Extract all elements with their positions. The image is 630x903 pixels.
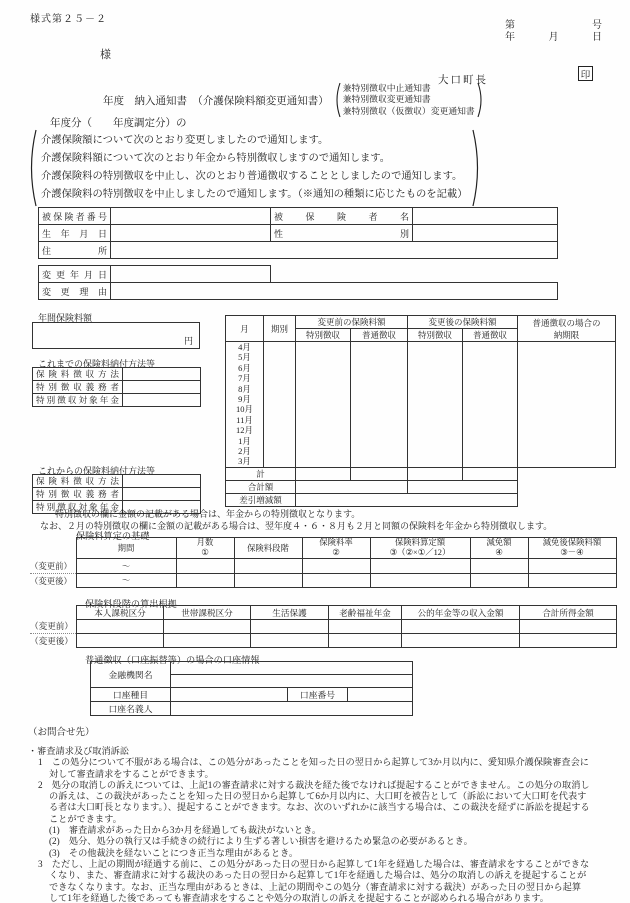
doc-no-prefix: 第	[505, 20, 515, 31]
due-date-column	[518, 342, 616, 468]
period-after-value: 〜	[76, 573, 176, 588]
sex-label: 性別	[271, 225, 413, 242]
special-collection-header: 特別徴収	[296, 329, 351, 342]
household-tax-header: 世帯課税区分	[163, 606, 250, 620]
table-row	[33, 475, 201, 488]
row-label-before: （変更前）	[30, 561, 72, 571]
sum-row	[226, 480, 616, 493]
note-special-collection: 特別徴収の欄に金額の記載がある場合は、年金からの特別徴収となります。	[55, 509, 361, 519]
notice-sentence: 介護保険料の特別徴収を中止し、次のとおり普通徴収することとしましたので通知します。	[41, 171, 463, 182]
date-day-label: 日	[592, 32, 602, 43]
total-income-header: 合計所得金額	[519, 606, 616, 620]
left-paren-icon	[333, 82, 341, 118]
calc-amount-header-line2: ③（②×①／12）	[389, 548, 451, 557]
change-reason-value	[111, 283, 558, 300]
bank-name-value-line2	[171, 675, 413, 688]
stage-header: 保険料段階	[234, 538, 302, 559]
before-ordinary-column	[351, 342, 408, 468]
obligor-value	[123, 488, 201, 501]
target-pension-label: 特別徴収対象年金	[33, 394, 123, 407]
collection-method-value	[123, 368, 201, 381]
welfare-after-value	[250, 634, 328, 648]
before-change-row	[30, 620, 616, 634]
form-number: 様式第２５－２	[30, 14, 107, 25]
rate-after-value	[302, 573, 370, 588]
table-row	[33, 368, 201, 381]
left-paren-icon	[26, 129, 37, 207]
months-before-value	[176, 559, 234, 574]
contact-label: （お問合せ先）	[28, 728, 95, 738]
calc-basis-title: 保険料算定の基礎	[76, 531, 150, 541]
pension-income-before-value	[401, 620, 519, 634]
after-reduction-header	[528, 538, 616, 559]
total-income-before-value	[519, 620, 616, 634]
total-row	[226, 467, 616, 480]
insured-number-label: 被保険者番号	[39, 208, 111, 225]
old-age-pension-after-value	[328, 634, 401, 648]
table-row	[39, 208, 558, 225]
bank-name-value-line1	[171, 662, 413, 675]
table-row	[33, 381, 201, 394]
ordinary-collection-header: 普通徴収	[351, 329, 408, 342]
table-header-row	[226, 316, 616, 329]
after-reduction-header-line1: 減免後保険料額	[542, 538, 602, 547]
birth-date-label: 生年月日	[39, 225, 111, 242]
month-item: 8月	[238, 383, 251, 394]
rate-before-value	[302, 559, 370, 574]
legal-subitem-1: (1) 審査請求があった日から3か月を経過しても裁決がないとき。	[49, 825, 322, 836]
period-before-value: 〜	[76, 559, 176, 574]
address-label: 住所	[39, 242, 111, 259]
document-title-row	[103, 82, 485, 118]
title-variant-group	[333, 82, 485, 118]
months-after-value	[176, 573, 234, 588]
pension-income-after-value	[401, 634, 519, 648]
legal-subitem-2: (2) 処分、処分の執行又は手続きの続行により生ずる著しい損害を避けるため緊急の必要があるとき。	[49, 836, 473, 847]
notice-sentence: 介護保険料の特別徴収を中止しましたので通知します。（※通知の種類に応じたものを記載）	[41, 189, 468, 200]
old-age-pension-before-value	[328, 620, 401, 634]
month-item: 6月	[238, 362, 251, 373]
after-reduction-header-line2: ③－④	[560, 548, 584, 557]
reduction-header	[470, 538, 528, 559]
due-date-header-line1: 普通徴収の場合の	[532, 317, 601, 328]
month-item: 5月	[238, 352, 251, 363]
target-pension-value	[123, 394, 201, 407]
before-change-row	[30, 559, 616, 574]
document-title: 年度 納入通知書 （介護保険料額変更通知書）	[103, 95, 329, 107]
collection-method-label: 保険料徴収方法	[33, 475, 123, 488]
household-tax-before-value	[163, 620, 250, 634]
insured-table	[38, 207, 558, 259]
account-holder-value	[171, 702, 413, 716]
notice-sentence: 介護保険額について次のとおり変更しましたので通知します。	[41, 135, 329, 146]
bank-name-label: 金融機関名	[91, 662, 171, 688]
stage-after-value	[234, 573, 302, 588]
table-row	[33, 394, 201, 407]
collection-method-label: 保険料徴収方法	[33, 368, 123, 381]
after-special-column	[408, 342, 463, 468]
note-february: なお、２月の特別徴収の欄に金額の記載がある場合は、翌年度４・６・８月も２月と同額の保険料を年金から特別徴収します。	[40, 521, 553, 531]
notice-lines	[37, 132, 472, 204]
date-line	[505, 32, 602, 44]
legal-paragraph-2: 2 処分の取消しの訴えについては、上記1の審査請求に対する裁決を経た後でなければ提起することができません。この処分の取消しの訴えは、この裁決があったことを知った日の翌日から起算して6か月以内に、大口町を被告として（訴訟において大口町を代表する者は大口町長となります。）、提起することができます。なお、次のいずれかに該当する場合は、この裁決を経ずに訴訟を提起することができます。	[38, 779, 590, 824]
period-header: 期間	[76, 538, 176, 559]
fiscal-year-line: 年度分（ 年度調定分）の	[50, 118, 187, 129]
after-reduction-after-value	[528, 573, 616, 588]
reduction-after-value	[470, 573, 528, 588]
month-col-header: 月	[226, 316, 264, 342]
after-change-row	[30, 573, 616, 588]
obligor-label: 特別徴収義務者	[33, 381, 123, 394]
total-income-after-value	[519, 634, 616, 648]
table-row	[39, 266, 558, 283]
month-item: 9月	[238, 394, 251, 405]
annual-premium-box	[32, 322, 200, 349]
amount-before-value	[370, 559, 470, 574]
calc-amount-header-line1: 保険料算定額	[394, 538, 446, 547]
seal-box: 印	[578, 66, 593, 81]
table-row	[91, 702, 413, 716]
payment-before-title: これまでの保険料納付方法等	[38, 359, 156, 369]
months-header-line1: 月数	[196, 538, 214, 547]
title-variant: 兼特別徴収（仮徴収）変更通知書	[342, 105, 475, 116]
collection-method-value	[123, 475, 201, 488]
reduction-header-line1: 減免額	[486, 538, 512, 547]
row-label-after: （変更後）	[30, 573, 76, 588]
change-date-label: 変更年月日	[39, 266, 111, 283]
table-header-row	[30, 606, 616, 620]
payment-after-title: これからの保険料納付方法等	[38, 466, 156, 476]
rate-header-line2: ②	[332, 548, 340, 557]
table-row	[39, 242, 558, 259]
title-variant-lines	[341, 83, 477, 117]
change-reason-label: 変更理由	[39, 283, 111, 300]
amount-after-value	[370, 573, 470, 588]
before-amount-header: 変更前の保険料額	[296, 316, 408, 329]
monthly-premium-table	[225, 315, 616, 507]
month-item: 7月	[238, 373, 251, 384]
months-header	[176, 538, 234, 559]
legal-paragraph-3: 3 ただし、上記の期間が経過する前に、この処分があった日の翌日から起算して1年を経過した場合は、審査請求をすることができなくなり、また、審査請求に対する裁決のあった日の翌日から起算して1年を経過した場合は、処分の取消しの訴えを提起することができなくなります。なお、正当な理由があるときは、上記の期間やこの処分（審査請求に対する裁決）があった日の翌日から起算して1年を経過した後であっても審査請求をすることや処分の取消しの訴えを提起することが認められる場合があります。	[38, 858, 590, 903]
due-date-header-line2: 納期限	[553, 329, 580, 340]
month-item: 10月	[235, 404, 253, 415]
sum-after-value	[408, 480, 518, 493]
account-number-value	[348, 688, 413, 702]
title-variant: 兼特別徴収変更通知書	[342, 94, 431, 105]
sum-label: 合計額	[226, 480, 296, 493]
calc-basis-table	[30, 537, 617, 588]
target-pension-label: 特別徴収対象年金	[33, 501, 123, 514]
doc-number-line	[505, 20, 602, 32]
account-holder-label: 口座名義人	[91, 702, 171, 716]
personal-tax-before-value	[76, 620, 163, 634]
address-value	[111, 242, 558, 259]
legal-notice	[28, 746, 590, 903]
calc-stage-table	[30, 605, 617, 648]
account-info-table	[90, 661, 413, 716]
table-row	[91, 662, 413, 675]
reduction-before-value	[470, 559, 528, 574]
date-month-label: 月	[548, 32, 559, 43]
date-year-label: 年	[505, 32, 515, 43]
table-body-row	[226, 342, 616, 468]
stage-before-value	[234, 559, 302, 574]
change-table	[38, 265, 558, 300]
obligor-value	[123, 381, 201, 394]
rate-header-line1: 保険料率	[319, 538, 353, 547]
total-after-special	[408, 467, 463, 480]
ordinary-collection-header: 普通徴収	[463, 329, 518, 342]
total-before-special	[296, 467, 351, 480]
total-label: 計	[226, 467, 296, 480]
calc-amount-header	[370, 538, 470, 559]
month-item: 1月	[238, 435, 251, 446]
table-header-row	[30, 538, 616, 559]
total-before-ordinary	[351, 467, 408, 480]
legal-paragraph-1: 1 この処分について不服がある場合は、この処分があったことを知った日の翌日から起算して3か月以内に、愛知県介護保険審査会に対して審査請求をすることができます。	[38, 757, 589, 779]
sex-value	[413, 225, 558, 242]
right-paren-icon	[477, 82, 485, 118]
pension-income-header: 公的年金等の収入金額	[401, 606, 519, 620]
payment-before-table	[32, 367, 201, 407]
legal-subitem-3: (3) その他裁決を経ないことにつき正当な理由があるとき。	[49, 847, 299, 858]
household-tax-after-value	[163, 634, 250, 648]
insured-number-value	[111, 208, 271, 225]
annual-premium-label: 年間保険料額	[38, 313, 93, 323]
table-row	[33, 488, 201, 501]
table-row	[91, 688, 413, 702]
doc-number-date-block	[505, 20, 602, 44]
doc-no-suffix: 号	[592, 20, 602, 31]
difference-value	[296, 493, 518, 506]
account-type-label: 口座種目	[91, 688, 171, 702]
special-collection-header: 特別徴収	[408, 329, 463, 342]
welfare-before-value	[250, 620, 328, 634]
sum-before-value	[296, 480, 408, 493]
month-item: 2月	[238, 446, 251, 457]
rate-header	[302, 538, 370, 559]
calc-stage-title: 保険料段階の算出根拠	[85, 599, 177, 609]
total-after-ordinary	[463, 467, 518, 480]
personal-tax-after-value	[76, 634, 163, 648]
row-label-after: （変更後）	[30, 634, 76, 648]
month-list	[226, 342, 264, 468]
account-number-label: 口座番号	[288, 688, 348, 702]
table-row	[39, 283, 558, 300]
notice-block	[26, 129, 483, 207]
change-date-value	[111, 266, 271, 283]
reduction-header-line2: ④	[495, 548, 503, 557]
notice-sentence: 介護保険料額について次のとおり年金から特別徴収しますので通知します。	[41, 153, 391, 164]
due-date-header	[518, 316, 616, 342]
obligor-label: 特別徴収義務者	[33, 488, 123, 501]
issuer-name: 大口町長	[438, 75, 488, 86]
yen-unit-label: 円	[183, 336, 193, 346]
insured-name-value	[413, 208, 558, 225]
birth-date-value	[111, 225, 271, 242]
month-item: 4月	[238, 342, 251, 352]
spacer-cell	[30, 606, 76, 620]
table-row	[39, 225, 558, 242]
title-variant: 兼特別徴収中止通知書	[342, 82, 431, 93]
spacer-cell	[30, 538, 76, 559]
month-item: 3月	[238, 456, 251, 467]
difference-label: 差引増減額	[226, 493, 296, 506]
before-special-column	[296, 342, 351, 468]
period-col-header: 期別	[264, 316, 296, 342]
personal-tax-header: 本人課税区分	[76, 606, 163, 620]
after-reduction-before-value	[528, 559, 616, 574]
welfare-header: 生活保護	[250, 606, 328, 620]
months-header-line2: ①	[201, 548, 209, 557]
addressee-suffix: 様	[100, 49, 111, 61]
row-label-before: （変更前）	[30, 621, 73, 632]
after-amount-header: 変更後の保険料額	[408, 316, 518, 329]
legal-title: ・審査請求及び取消訴訟	[28, 746, 130, 756]
old-age-pension-header: 老齢福祉年金	[328, 606, 401, 620]
account-info-title: 普通徴収（口座振替等）の場合の口座情報	[85, 655, 260, 665]
right-paren-icon	[472, 129, 483, 207]
month-item: 12月	[235, 425, 253, 436]
after-change-row	[30, 634, 616, 648]
period-column	[264, 342, 296, 468]
account-type-value	[171, 688, 288, 702]
after-ordinary-column	[463, 342, 518, 468]
insured-name-label: 被保険者名	[271, 208, 413, 225]
difference-row	[226, 493, 616, 506]
month-item: 11月	[236, 414, 253, 425]
